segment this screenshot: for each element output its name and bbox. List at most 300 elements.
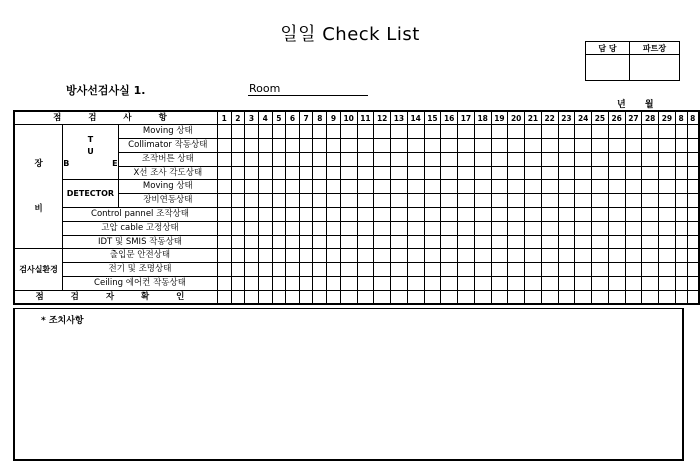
check-cell-tube-4-day-24[interactable] (575, 166, 592, 180)
check-cell-env-1-day-3[interactable] (245, 249, 259, 263)
check-cell-equipment-2-day-26[interactable] (608, 221, 625, 235)
check-cell-tube-2-day-22[interactable] (541, 139, 558, 153)
check-cell-tube-1-day-15[interactable] (424, 125, 441, 139)
check-cell-tube-1-day-31[interactable] (687, 125, 699, 139)
check-cell-equipment-3-day-8[interactable] (313, 235, 327, 249)
check-cell-detector-2-day-2[interactable] (231, 194, 245, 208)
check-cell-equipment-1-day-30[interactable] (675, 208, 687, 222)
check-cell-tube-4-day-15[interactable] (424, 166, 441, 180)
check-cell-inspector-day-7[interactable] (299, 290, 313, 304)
check-cell-tube-1-day-4[interactable] (258, 125, 272, 139)
check-cell-tube-4-day-25[interactable] (592, 166, 609, 180)
check-cell-equipment-3-day-3[interactable] (245, 235, 259, 249)
check-cell-detector-2-day-15[interactable] (424, 194, 441, 208)
check-cell-tube-1-day-27[interactable] (625, 125, 642, 139)
check-cell-tube-3-day-31[interactable] (687, 152, 699, 166)
check-cell-detector-2-day-17[interactable] (458, 194, 475, 208)
check-cell-tube-2-day-24[interactable] (575, 139, 592, 153)
check-cell-env-3-day-8[interactable] (313, 277, 327, 291)
check-cell-detector-2-day-18[interactable] (474, 194, 491, 208)
check-cell-equipment-3-day-29[interactable] (659, 235, 676, 249)
check-cell-env-2-day-5[interactable] (272, 263, 286, 277)
check-cell-tube-1-day-11[interactable] (357, 125, 374, 139)
check-cell-detector-1-day-1[interactable] (217, 180, 231, 194)
check-cell-tube-3-day-8[interactable] (313, 152, 327, 166)
check-cell-env-2-day-20[interactable] (508, 263, 525, 277)
check-cell-env-2-day-25[interactable] (592, 263, 609, 277)
check-cell-env-2-day-18[interactable] (474, 263, 491, 277)
check-cell-inspector-day-31[interactable] (687, 290, 699, 304)
check-cell-detector-1-day-16[interactable] (441, 180, 458, 194)
check-cell-detector-1-day-19[interactable] (491, 180, 508, 194)
check-cell-tube-2-day-7[interactable] (299, 139, 313, 153)
check-cell-tube-2-day-10[interactable] (340, 139, 357, 153)
check-cell-equipment-1-day-3[interactable] (245, 208, 259, 222)
check-cell-env-3-day-11[interactable] (357, 277, 374, 291)
check-cell-detector-2-day-31[interactable] (687, 194, 699, 208)
check-cell-env-1-day-6[interactable] (286, 249, 300, 263)
check-cell-inspector-day-16[interactable] (441, 290, 458, 304)
check-cell-equipment-1-day-6[interactable] (286, 208, 300, 222)
check-cell-equipment-2-day-16[interactable] (441, 221, 458, 235)
check-cell-equipment-3-day-25[interactable] (592, 235, 609, 249)
check-cell-detector-1-day-31[interactable] (687, 180, 699, 194)
check-cell-inspector-day-19[interactable] (491, 290, 508, 304)
check-cell-inspector-day-18[interactable] (474, 290, 491, 304)
check-cell-tube-1-day-10[interactable] (340, 125, 357, 139)
check-cell-equipment-2-day-5[interactable] (272, 221, 286, 235)
check-cell-tube-3-day-16[interactable] (441, 152, 458, 166)
check-cell-tube-3-day-1[interactable] (217, 152, 231, 166)
check-cell-inspector-day-10[interactable] (340, 290, 357, 304)
check-cell-env-1-day-30[interactable] (675, 249, 687, 263)
check-cell-tube-3-day-2[interactable] (231, 152, 245, 166)
check-cell-env-3-day-25[interactable] (592, 277, 609, 291)
check-cell-equipment-3-day-22[interactable] (541, 235, 558, 249)
check-cell-equipment-3-day-19[interactable] (491, 235, 508, 249)
check-cell-detector-1-day-20[interactable] (508, 180, 525, 194)
check-cell-inspector-day-6[interactable] (286, 290, 300, 304)
check-cell-equipment-2-day-29[interactable] (659, 221, 676, 235)
check-cell-env-3-day-10[interactable] (340, 277, 357, 291)
check-cell-inspector-day-30[interactable] (675, 290, 687, 304)
check-cell-tube-3-day-9[interactable] (327, 152, 341, 166)
check-cell-env-1-day-11[interactable] (357, 249, 374, 263)
check-cell-tube-1-day-7[interactable] (299, 125, 313, 139)
check-cell-tube-4-day-7[interactable] (299, 166, 313, 180)
check-cell-env-1-day-28[interactable] (642, 249, 659, 263)
check-cell-detector-1-day-5[interactable] (272, 180, 286, 194)
check-cell-env-3-day-29[interactable] (659, 277, 676, 291)
check-cell-tube-4-day-6[interactable] (286, 166, 300, 180)
check-cell-detector-2-day-24[interactable] (575, 194, 592, 208)
check-cell-detector-1-day-28[interactable] (642, 180, 659, 194)
check-cell-tube-3-day-26[interactable] (608, 152, 625, 166)
check-cell-equipment-2-day-14[interactable] (407, 221, 424, 235)
check-cell-equipment-1-day-20[interactable] (508, 208, 525, 222)
check-cell-equipment-2-day-28[interactable] (642, 221, 659, 235)
check-cell-tube-3-day-3[interactable] (245, 152, 259, 166)
check-cell-equipment-2-day-30[interactable] (675, 221, 687, 235)
check-cell-env-1-day-9[interactable] (327, 249, 341, 263)
check-cell-detector-2-day-23[interactable] (558, 194, 575, 208)
check-cell-detector-1-day-8[interactable] (313, 180, 327, 194)
check-cell-detector-2-day-12[interactable] (374, 194, 391, 208)
check-cell-detector-1-day-10[interactable] (340, 180, 357, 194)
check-cell-inspector-day-22[interactable] (541, 290, 558, 304)
check-cell-detector-2-day-26[interactable] (608, 194, 625, 208)
check-cell-env-3-day-31[interactable] (687, 277, 699, 291)
check-cell-detector-2-day-25[interactable] (592, 194, 609, 208)
check-cell-tube-2-day-30[interactable] (675, 139, 687, 153)
check-cell-tube-1-day-25[interactable] (592, 125, 609, 139)
check-cell-equipment-2-day-24[interactable] (575, 221, 592, 235)
check-cell-env-3-day-22[interactable] (541, 277, 558, 291)
check-cell-tube-1-day-1[interactable] (217, 125, 231, 139)
check-cell-tube-1-day-17[interactable] (458, 125, 475, 139)
check-cell-equipment-3-day-1[interactable] (217, 235, 231, 249)
check-cell-env-1-day-16[interactable] (441, 249, 458, 263)
check-cell-tube-2-day-23[interactable] (558, 139, 575, 153)
check-cell-detector-2-day-8[interactable] (313, 194, 327, 208)
check-cell-tube-4-day-27[interactable] (625, 166, 642, 180)
check-cell-tube-2-day-17[interactable] (458, 139, 475, 153)
check-cell-env-2-day-3[interactable] (245, 263, 259, 277)
check-cell-tube-1-day-20[interactable] (508, 125, 525, 139)
check-cell-tube-2-day-8[interactable] (313, 139, 327, 153)
check-cell-tube-2-day-12[interactable] (374, 139, 391, 153)
check-cell-equipment-3-day-10[interactable] (340, 235, 357, 249)
check-cell-detector-1-day-29[interactable] (659, 180, 676, 194)
check-cell-equipment-3-day-17[interactable] (458, 235, 475, 249)
check-cell-inspector-day-17[interactable] (458, 290, 475, 304)
check-cell-tube-4-day-3[interactable] (245, 166, 259, 180)
check-cell-env-3-day-26[interactable] (608, 277, 625, 291)
check-cell-env-1-day-27[interactable] (625, 249, 642, 263)
check-cell-inspector-day-14[interactable] (407, 290, 424, 304)
check-cell-equipment-2-day-6[interactable] (286, 221, 300, 235)
check-cell-env-3-day-9[interactable] (327, 277, 341, 291)
check-cell-env-1-day-24[interactable] (575, 249, 592, 263)
check-cell-env-3-day-24[interactable] (575, 277, 592, 291)
check-cell-env-2-day-12[interactable] (374, 263, 391, 277)
check-cell-env-3-day-18[interactable] (474, 277, 491, 291)
check-cell-env-1-day-31[interactable] (687, 249, 699, 263)
check-cell-detector-1-day-2[interactable] (231, 180, 245, 194)
check-cell-tube-2-day-21[interactable] (525, 139, 542, 153)
check-cell-equipment-3-day-16[interactable] (441, 235, 458, 249)
check-cell-env-2-day-11[interactable] (357, 263, 374, 277)
check-cell-equipment-3-day-11[interactable] (357, 235, 374, 249)
check-cell-env-1-day-23[interactable] (558, 249, 575, 263)
check-cell-env-2-day-28[interactable] (642, 263, 659, 277)
check-cell-inspector-day-29[interactable] (659, 290, 676, 304)
check-cell-inspector-day-1[interactable] (217, 290, 231, 304)
check-cell-env-3-day-17[interactable] (458, 277, 475, 291)
check-cell-tube-4-day-8[interactable] (313, 166, 327, 180)
check-cell-equipment-3-day-28[interactable] (642, 235, 659, 249)
check-cell-env-1-day-2[interactable] (231, 249, 245, 263)
check-cell-tube-1-day-14[interactable] (407, 125, 424, 139)
check-cell-tube-4-day-11[interactable] (357, 166, 374, 180)
check-cell-env-3-day-15[interactable] (424, 277, 441, 291)
check-cell-tube-1-day-5[interactable] (272, 125, 286, 139)
check-cell-tube-1-day-28[interactable] (642, 125, 659, 139)
check-cell-detector-1-day-6[interactable] (286, 180, 300, 194)
check-cell-equipment-3-day-20[interactable] (508, 235, 525, 249)
check-cell-equipment-1-day-17[interactable] (458, 208, 475, 222)
check-cell-equipment-1-day-22[interactable] (541, 208, 558, 222)
check-cell-equipment-2-day-20[interactable] (508, 221, 525, 235)
check-cell-env-1-day-7[interactable] (299, 249, 313, 263)
check-cell-inspector-day-21[interactable] (525, 290, 542, 304)
check-cell-detector-1-day-11[interactable] (357, 180, 374, 194)
check-cell-tube-3-day-5[interactable] (272, 152, 286, 166)
check-cell-detector-1-day-24[interactable] (575, 180, 592, 194)
check-cell-tube-2-day-31[interactable] (687, 139, 699, 153)
check-cell-tube-1-day-16[interactable] (441, 125, 458, 139)
check-cell-equipment-1-day-10[interactable] (340, 208, 357, 222)
check-cell-tube-4-day-30[interactable] (675, 166, 687, 180)
check-cell-inspector-day-28[interactable] (642, 290, 659, 304)
check-cell-tube-2-day-5[interactable] (272, 139, 286, 153)
check-cell-equipment-1-day-19[interactable] (491, 208, 508, 222)
check-cell-detector-1-day-9[interactable] (327, 180, 341, 194)
check-cell-equipment-1-day-14[interactable] (407, 208, 424, 222)
check-cell-equipment-2-day-15[interactable] (424, 221, 441, 235)
check-cell-tube-4-day-21[interactable] (525, 166, 542, 180)
check-cell-env-1-day-22[interactable] (541, 249, 558, 263)
check-cell-equipment-1-day-1[interactable] (217, 208, 231, 222)
check-cell-equipment-1-day-23[interactable] (558, 208, 575, 222)
check-cell-detector-1-day-13[interactable] (391, 180, 408, 194)
check-cell-equipment-2-day-19[interactable] (491, 221, 508, 235)
check-cell-env-3-day-2[interactable] (231, 277, 245, 291)
check-cell-inspector-day-24[interactable] (575, 290, 592, 304)
check-cell-tube-2-day-29[interactable] (659, 139, 676, 153)
check-cell-tube-2-day-11[interactable] (357, 139, 374, 153)
check-cell-tube-1-day-8[interactable] (313, 125, 327, 139)
check-cell-equipment-3-day-14[interactable] (407, 235, 424, 249)
check-cell-detector-1-day-14[interactable] (407, 180, 424, 194)
check-cell-tube-1-day-2[interactable] (231, 125, 245, 139)
check-cell-equipment-2-day-7[interactable] (299, 221, 313, 235)
check-cell-tube-3-day-25[interactable] (592, 152, 609, 166)
check-cell-env-2-day-13[interactable] (391, 263, 408, 277)
check-cell-inspector-day-20[interactable] (508, 290, 525, 304)
check-cell-detector-1-day-12[interactable] (374, 180, 391, 194)
check-cell-env-3-day-4[interactable] (258, 277, 272, 291)
check-cell-tube-2-day-28[interactable] (642, 139, 659, 153)
check-cell-inspector-day-15[interactable] (424, 290, 441, 304)
check-cell-tube-2-day-2[interactable] (231, 139, 245, 153)
check-cell-tube-4-day-23[interactable] (558, 166, 575, 180)
check-cell-tube-2-day-9[interactable] (327, 139, 341, 153)
check-cell-equipment-1-day-24[interactable] (575, 208, 592, 222)
check-cell-tube-3-day-29[interactable] (659, 152, 676, 166)
check-cell-tube-4-day-29[interactable] (659, 166, 676, 180)
check-cell-detector-1-day-21[interactable] (525, 180, 542, 194)
check-cell-tube-3-day-27[interactable] (625, 152, 642, 166)
check-cell-inspector-day-5[interactable] (272, 290, 286, 304)
check-cell-equipment-2-day-4[interactable] (258, 221, 272, 235)
check-cell-tube-3-day-21[interactable] (525, 152, 542, 166)
check-cell-equipment-3-day-4[interactable] (258, 235, 272, 249)
check-cell-equipment-2-day-10[interactable] (340, 221, 357, 235)
check-cell-tube-3-day-13[interactable] (391, 152, 408, 166)
check-cell-detector-2-day-5[interactable] (272, 194, 286, 208)
check-cell-tube-1-day-12[interactable] (374, 125, 391, 139)
check-cell-detector-1-day-3[interactable] (245, 180, 259, 194)
check-cell-detector-2-day-10[interactable] (340, 194, 357, 208)
check-cell-env-1-day-12[interactable] (374, 249, 391, 263)
check-cell-equipment-1-day-27[interactable] (625, 208, 642, 222)
check-cell-detector-2-day-30[interactable] (675, 194, 687, 208)
check-cell-env-3-day-1[interactable] (217, 277, 231, 291)
check-cell-equipment-2-day-27[interactable] (625, 221, 642, 235)
check-cell-tube-2-day-13[interactable] (391, 139, 408, 153)
check-cell-equipment-3-day-24[interactable] (575, 235, 592, 249)
check-cell-env-3-day-21[interactable] (525, 277, 542, 291)
check-cell-inspector-day-25[interactable] (592, 290, 609, 304)
check-cell-tube-3-day-6[interactable] (286, 152, 300, 166)
check-cell-tube-4-day-19[interactable] (491, 166, 508, 180)
check-cell-equipment-1-day-8[interactable] (313, 208, 327, 222)
notes-section[interactable] (13, 308, 684, 461)
check-cell-detector-2-day-21[interactable] (525, 194, 542, 208)
check-cell-env-2-day-19[interactable] (491, 263, 508, 277)
check-cell-env-2-day-9[interactable] (327, 263, 341, 277)
check-cell-env-3-day-6[interactable] (286, 277, 300, 291)
room-field[interactable]: Room (248, 82, 368, 96)
check-cell-env-1-day-4[interactable] (258, 249, 272, 263)
check-cell-detector-1-day-30[interactable] (675, 180, 687, 194)
check-cell-equipment-2-day-2[interactable] (231, 221, 245, 235)
check-cell-equipment-2-day-25[interactable] (592, 221, 609, 235)
check-cell-inspector-day-23[interactable] (558, 290, 575, 304)
check-cell-inspector-day-9[interactable] (327, 290, 341, 304)
check-cell-inspector-day-3[interactable] (245, 290, 259, 304)
check-cell-tube-2-day-3[interactable] (245, 139, 259, 153)
check-cell-tube-3-day-11[interactable] (357, 152, 374, 166)
sign-field-part-leader[interactable] (630, 55, 680, 81)
check-cell-equipment-1-day-11[interactable] (357, 208, 374, 222)
check-cell-equipment-2-day-1[interactable] (217, 221, 231, 235)
check-cell-detector-1-day-26[interactable] (608, 180, 625, 194)
check-cell-env-2-day-22[interactable] (541, 263, 558, 277)
check-cell-env-3-day-5[interactable] (272, 277, 286, 291)
check-cell-tube-4-day-16[interactable] (441, 166, 458, 180)
check-cell-equipment-3-day-18[interactable] (474, 235, 491, 249)
check-cell-tube-2-day-26[interactable] (608, 139, 625, 153)
check-cell-tube-3-day-14[interactable] (407, 152, 424, 166)
check-cell-env-1-day-25[interactable] (592, 249, 609, 263)
check-cell-env-1-day-19[interactable] (491, 249, 508, 263)
check-cell-equipment-1-day-29[interactable] (659, 208, 676, 222)
check-cell-tube-2-day-27[interactable] (625, 139, 642, 153)
check-cell-tube-4-day-26[interactable] (608, 166, 625, 180)
check-cell-equipment-1-day-5[interactable] (272, 208, 286, 222)
check-cell-inspector-day-26[interactable] (608, 290, 625, 304)
check-cell-equipment-2-day-8[interactable] (313, 221, 327, 235)
check-cell-env-3-day-14[interactable] (407, 277, 424, 291)
check-cell-detector-2-day-29[interactable] (659, 194, 676, 208)
check-cell-equipment-1-day-9[interactable] (327, 208, 341, 222)
check-cell-detector-2-day-13[interactable] (391, 194, 408, 208)
check-cell-tube-4-day-1[interactable] (217, 166, 231, 180)
check-cell-equipment-2-day-22[interactable] (541, 221, 558, 235)
check-cell-inspector-day-27[interactable] (625, 290, 642, 304)
check-cell-env-2-day-7[interactable] (299, 263, 313, 277)
check-cell-env-1-day-5[interactable] (272, 249, 286, 263)
check-cell-tube-3-day-12[interactable] (374, 152, 391, 166)
check-cell-tube-2-day-6[interactable] (286, 139, 300, 153)
check-cell-env-2-day-17[interactable] (458, 263, 475, 277)
check-cell-env-3-day-20[interactable] (508, 277, 525, 291)
check-cell-equipment-3-day-31[interactable] (687, 235, 699, 249)
check-cell-detector-2-day-6[interactable] (286, 194, 300, 208)
check-cell-env-3-day-28[interactable] (642, 277, 659, 291)
check-cell-tube-3-day-30[interactable] (675, 152, 687, 166)
check-cell-equipment-3-day-30[interactable] (675, 235, 687, 249)
check-cell-tube-1-day-18[interactable] (474, 125, 491, 139)
check-cell-tube-1-day-24[interactable] (575, 125, 592, 139)
check-cell-equipment-2-day-23[interactable] (558, 221, 575, 235)
check-cell-equipment-3-day-2[interactable] (231, 235, 245, 249)
check-cell-env-2-day-29[interactable] (659, 263, 676, 277)
check-cell-env-3-day-13[interactable] (391, 277, 408, 291)
check-cell-env-2-day-6[interactable] (286, 263, 300, 277)
check-cell-tube-2-day-25[interactable] (592, 139, 609, 153)
check-cell-equipment-3-day-27[interactable] (625, 235, 642, 249)
check-cell-env-2-day-27[interactable] (625, 263, 642, 277)
check-cell-inspector-day-8[interactable] (313, 290, 327, 304)
check-cell-equipment-1-day-4[interactable] (258, 208, 272, 222)
check-cell-equipment-1-day-13[interactable] (391, 208, 408, 222)
check-cell-tube-1-day-3[interactable] (245, 125, 259, 139)
check-cell-env-2-day-26[interactable] (608, 263, 625, 277)
check-cell-equipment-2-day-18[interactable] (474, 221, 491, 235)
sign-field-manager[interactable] (586, 55, 630, 81)
check-cell-equipment-3-day-13[interactable] (391, 235, 408, 249)
check-cell-tube-4-day-5[interactable] (272, 166, 286, 180)
check-cell-equipment-3-day-7[interactable] (299, 235, 313, 249)
check-cell-equipment-1-day-18[interactable] (474, 208, 491, 222)
check-cell-equipment-1-day-16[interactable] (441, 208, 458, 222)
check-cell-tube-3-day-20[interactable] (508, 152, 525, 166)
check-cell-inspector-day-11[interactable] (357, 290, 374, 304)
check-cell-tube-4-day-28[interactable] (642, 166, 659, 180)
check-cell-tube-3-day-18[interactable] (474, 152, 491, 166)
check-cell-env-1-day-26[interactable] (608, 249, 625, 263)
check-cell-env-1-day-21[interactable] (525, 249, 542, 263)
check-cell-env-1-day-29[interactable] (659, 249, 676, 263)
check-cell-env-2-day-4[interactable] (258, 263, 272, 277)
check-cell-env-2-day-30[interactable] (675, 263, 687, 277)
check-cell-tube-4-day-4[interactable] (258, 166, 272, 180)
check-cell-env-1-day-14[interactable] (407, 249, 424, 263)
check-cell-tube-4-day-14[interactable] (407, 166, 424, 180)
check-cell-tube-3-day-24[interactable] (575, 152, 592, 166)
check-cell-env-1-day-8[interactable] (313, 249, 327, 263)
check-cell-tube-2-day-20[interactable] (508, 139, 525, 153)
check-cell-tube-2-day-15[interactable] (424, 139, 441, 153)
check-cell-equipment-1-day-15[interactable] (424, 208, 441, 222)
check-cell-env-1-day-17[interactable] (458, 249, 475, 263)
check-cell-tube-4-day-12[interactable] (374, 166, 391, 180)
check-cell-env-2-day-21[interactable] (525, 263, 542, 277)
check-cell-tube-1-day-30[interactable] (675, 125, 687, 139)
